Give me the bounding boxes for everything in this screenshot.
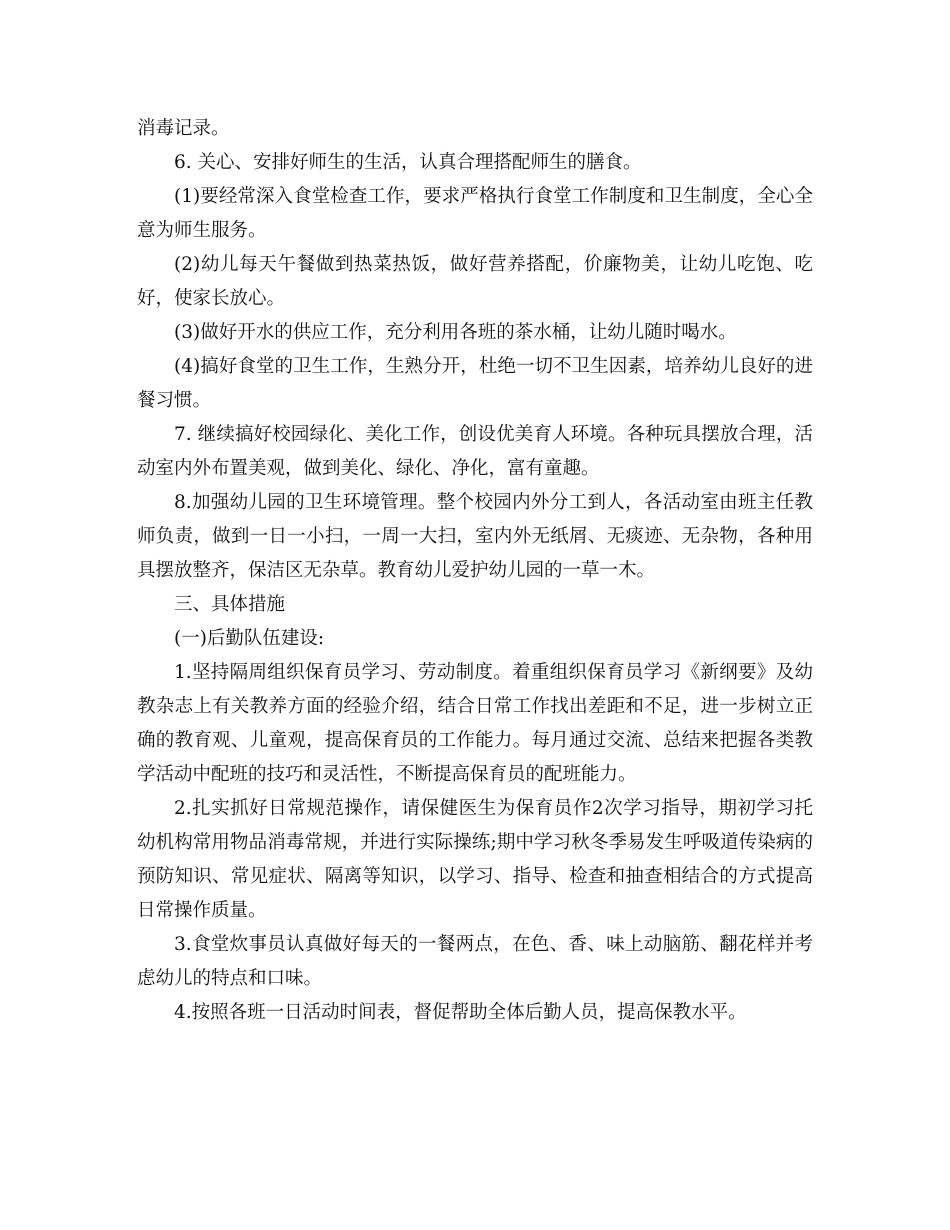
- paragraph-measure-3: 3.食堂炊事员认真做好每天的一餐两点，在色、香、味上动脑筋、翻花样并考虑幼儿的特点和口味。: [137, 934, 813, 989]
- document-body: [137, 112, 813, 1030]
- paragraph-item-7: 7. 继续搞好校园绿化、美化工作，创设优美育人环境。各种玩具摆放合理，活动室内外布置美观，做到美化、绿化、净化，富有童趣。: [137, 424, 813, 479]
- paragraph-continuation: 消毒记录。: [137, 118, 230, 139]
- section-heading-measures: 三、具体措施: [174, 594, 286, 615]
- paragraph-measure-4: 4.按照各班一日活动时间表，督促帮助全体后勤人员，提高保教水平。: [174, 1002, 747, 1023]
- paragraph-subitem-1: (1)要经常深入食堂检查工作，要求严格执行食堂工作制度和卫生制度，全心全意为师生服务。: [137, 186, 813, 241]
- paragraph-measure-2: 2.扎实抓好日常规范操作，请保健医生为保育员作2次学习指导，期初学习托幼机构常用物品消毒常规，并进行实际操练;期中学习秋冬季易发生呼吸道传染病的预防知识、常见症状、隔离等知识，以学习、指导、检查和抽查相结合的方式提高日常操作质量。: [137, 798, 813, 921]
- paragraph-subitem-2: (2)幼儿每天午餐做到热菜热饭，做好营养搭配，价廉物美，让幼儿吃饱、吃好，使家长放心。: [137, 254, 813, 309]
- paragraph-subitem-4: (4)搞好食堂的卫生工作，生熟分开，杜绝一切不卫生因素，培养幼儿良好的进餐习惯。: [137, 356, 813, 411]
- paragraph-measure-1: 1.坚持隔周组织保育员学习、劳动制度。着重组织保育员学习《新纲要》及幼教杂志上有关教养方面的经验介绍，结合日常工作找出差距和不足，进一步树立正确的教育观、儿童观，提高保育员的工作能力。每月通过交流、总结来把握各类教学活动中配班的技巧和灵活性，不断提高保育员的配班能力。: [137, 662, 813, 785]
- paragraph-item-6: 6. 关心、安排好师生的生活，认真合理搭配师生的膳食。: [174, 152, 642, 173]
- paragraph-item-8: 8.加强幼儿园的卫生环境管理。整个校园内外分工到人，各活动室由班主任教师负责，做到一日一小扫，一周一大扫，室内外无纸屑、无痰迹、无杂物，各种用具摆放整齐，保洁区无杂草。教育幼儿爱护幼儿园的一草一木。: [137, 492, 813, 581]
- paragraph-subitem-3: (3)做好开水的供应工作，充分利用各班的茶水桶，让幼儿随时喝水。: [174, 322, 737, 343]
- subsection-heading-team: (一)后勤队伍建设:: [174, 628, 325, 649]
